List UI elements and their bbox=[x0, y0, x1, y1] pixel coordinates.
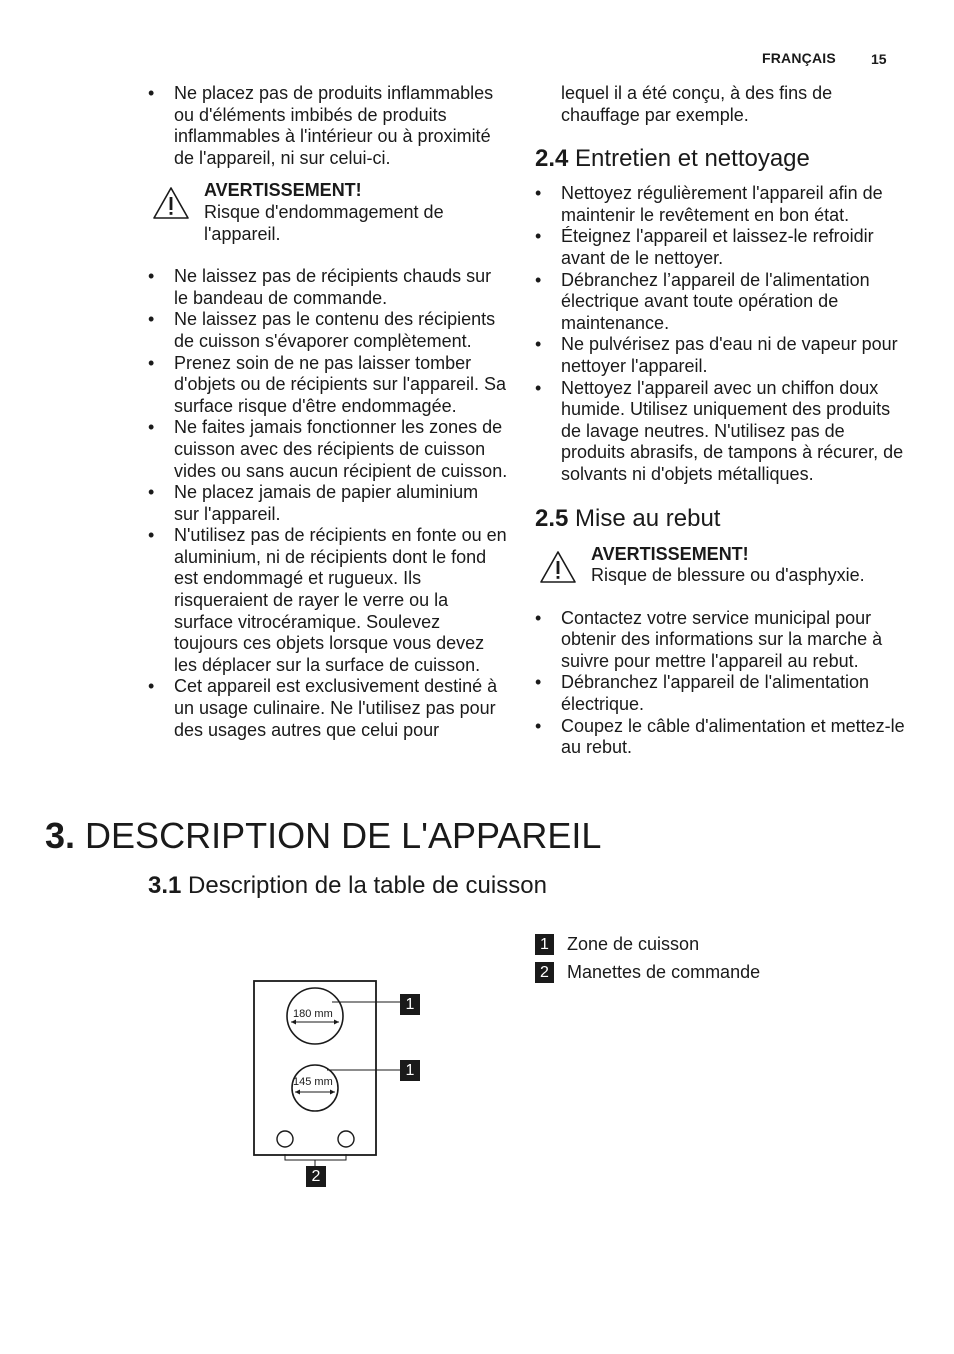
section-number: 2.5 bbox=[535, 504, 569, 532]
section-title: Description de la table de cuisson bbox=[188, 872, 547, 899]
list-item: • Ne laissez pas le contenu des récipients de cuisson s'évaporer complètement. bbox=[148, 309, 508, 352]
section-heading-3-1 bbox=[148, 872, 547, 900]
list-item: • Nettoyez l'appareil avec un chiffon doux humide. Utilisez uniquement des produits de lavage neutres. N'utilisez pas de produits abrasifs, de tampons à récurer, de solvants ni d'objets métalliques. bbox=[535, 378, 905, 486]
list-item: • Coupez le câble d'alimentation et mettez-le au rebut. bbox=[535, 716, 905, 759]
chapter-heading bbox=[45, 814, 601, 858]
list-item: • Éteignez l'appareil et laissez-le refroidir avant de le nettoyer. bbox=[535, 226, 905, 269]
legend-item bbox=[535, 962, 760, 983]
list-item: • Nettoyez régulièrement l'appareil afin de maintenir le revêtement en bon état. bbox=[535, 183, 905, 226]
list-item: • Ne laissez pas de récipients chauds sur le bandeau de commande. bbox=[148, 266, 508, 309]
warning-title: AVERTISSEMENT! bbox=[204, 180, 362, 201]
right-column bbox=[535, 83, 905, 759]
callout-cooking-zone: 1 bbox=[400, 994, 420, 1015]
section-number: 2.4 bbox=[535, 145, 569, 173]
legend-number: 2 bbox=[535, 962, 554, 983]
warning-text: Risque de blessure ou d'asphyxie. bbox=[591, 565, 865, 586]
continued-text: lequel il a été conçu, à des fins de chauffage par exemple. bbox=[561, 83, 833, 125]
legend-label: Manettes de commande bbox=[567, 962, 761, 982]
warning-block bbox=[148, 180, 508, 245]
chapter-title: DESCRIPTION DE L'APPAREIL bbox=[85, 815, 602, 856]
bullet-list bbox=[148, 266, 508, 741]
legend-label: Zone de cuisson bbox=[567, 934, 700, 954]
warning-text: Risque d'endommagement de l'appareil. bbox=[204, 201, 444, 244]
zone-diameter-label: 180 mm bbox=[293, 1008, 333, 1020]
zone-diameter-label: 145 mm bbox=[293, 1076, 333, 1088]
page-number: 15 bbox=[871, 51, 887, 67]
intro-bullet-list bbox=[148, 83, 508, 169]
hob-diagram bbox=[250, 976, 440, 1191]
list-item: • Débranchez l’appareil de l'alimentation électrique avant toute opération de maintenance. bbox=[535, 270, 905, 335]
section-heading-2-5 bbox=[535, 505, 905, 533]
warning-triangle-icon bbox=[539, 550, 577, 584]
diagram-legend bbox=[535, 934, 760, 990]
list-item: • Cet appareil est exclusivement destiné à un usage culinaire. Ne l'utilisez pas pour des usages autres que celui pour bbox=[148, 676, 508, 741]
header-language: FRANÇAIS bbox=[762, 50, 836, 66]
callout-control-knobs: 2 bbox=[306, 1166, 326, 1187]
legend-number: 1 bbox=[535, 934, 554, 955]
bullet-list bbox=[535, 608, 905, 759]
section-title: Entretien et nettoyage bbox=[575, 145, 810, 173]
list-item: • Ne placez jamais de papier aluminium sur l'appareil. bbox=[148, 482, 508, 525]
warning-triangle-icon bbox=[152, 186, 190, 220]
bullet-list bbox=[535, 183, 905, 485]
warning-title: AVERTISSEMENT! bbox=[591, 543, 749, 564]
list-item: • Débranchez l'appareil de l'alimentation électrique. bbox=[535, 672, 905, 715]
list-item: • Ne placez pas de produits inflammables ou d'éléments imbibés de produits inflammables à l'intérieur ou à proximité de l'appareil, ni sur celui-ci. bbox=[148, 83, 508, 169]
section-title: Mise au rebut bbox=[575, 504, 721, 532]
list-item: • Ne pulvérisez pas d'eau ni de vapeur pour nettoyer l'appareil. bbox=[535, 334, 905, 377]
section-number: 3.1 bbox=[148, 872, 182, 899]
section-heading-2-4 bbox=[535, 145, 905, 173]
list-item: • Prenez soin de ne pas laisser tomber d'objets ou de récipients sur l'appareil. Sa surface risque d'être endommagée. bbox=[148, 353, 508, 418]
list-item: • N'utilisez pas de récipients en fonte ou en aluminium, ni de récipients dont le fond est endommagé et rugueux. Ils risqueraient de rayer le verre ou la surface vitrocéramique. Soulevez toujours ces objets lorsque vous devez les déplacer sur la surface de cuisson. bbox=[148, 525, 508, 676]
warning-block bbox=[535, 544, 905, 587]
left-column bbox=[148, 83, 508, 741]
list-item: • Ne faites jamais fonctionner les zones de cuisson avec des récipients de cuisson vides ou sans aucun récipient de cuisson. bbox=[148, 417, 508, 482]
list-item: • Contactez votre service municipal pour obtenir des informations sur la marche à suivre pour mettre l'appareil au rebut. bbox=[535, 608, 905, 673]
chapter-number: 3. bbox=[45, 815, 76, 856]
callout-cooking-zone: 1 bbox=[400, 1060, 420, 1081]
legend-item bbox=[535, 934, 760, 955]
